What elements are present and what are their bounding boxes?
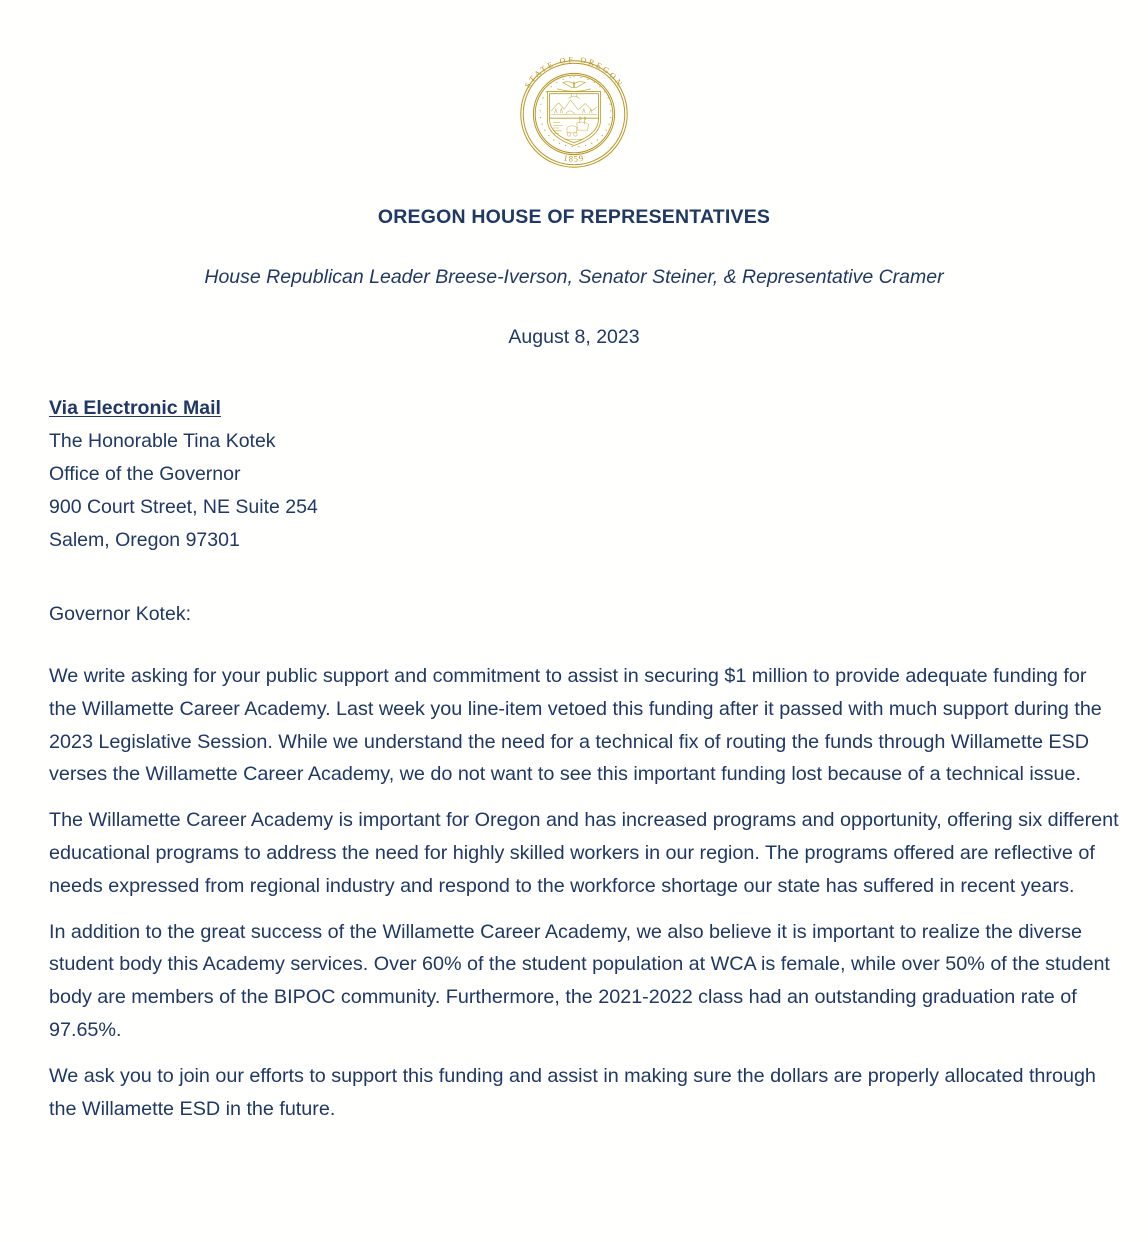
page-title: OREGON HOUSE OF REPRESENTATIVES	[377, 206, 771, 228]
body-paragraph: In addition to the great success of the Willamette Career Academy, we also believe it is important to realize the diverse student body this Academy services. Over 60% of the student population at WCA is female, while over 50% of the student body are members of the BIPOC community. Furthermore, the 2021-2022 class had an outstanding graduation rate of 97.65%.	[49, 920, 1110, 1041]
address-line: The Honorable Tina Kotek	[49, 430, 276, 452]
body-paragraph: We ask you to join our efforts to support this funding and assist in making sure the dollars are properly allocated through the Willamette ESD in the future.	[49, 1064, 1096, 1120]
address-line: Office of the Governor	[49, 463, 241, 485]
letter-date: August 8, 2023	[508, 325, 640, 348]
body-paragraph: We write asking for your public support and commitment to assist in securing $1 million to provide adequate funding for the Willamette Career Academy. Last week you line-item vetoed this funding after it passed with much support during the 2023 Legislative Session. While we understand the need for a technical fix of routing the funds through Willamette ESD verses the Willamette Career Academy, we do not want to see this important funding lost because of a technical issue.	[49, 665, 1102, 786]
delivery-method-line	[49, 392, 1119, 425]
letterhead-subtitle: House Republican Leader Breese-Iverson, Senator Steiner, & Representative Cramer	[204, 266, 944, 289]
svg-text:STATE OF OREGON: STATE OF OREGON	[522, 55, 626, 90]
recipient-address-block	[49, 392, 1119, 557]
letterhead	[0, 205, 1148, 350]
body-paragraphs	[49, 660, 1119, 1125]
via-electronic-mail-label: Via Electronic Mail	[49, 397, 221, 419]
salutation: Governor Kotek:	[49, 603, 191, 625]
svg-text:1859: 1859	[562, 153, 586, 164]
address-line: 900 Court Street, NE Suite 254	[49, 496, 318, 518]
letter-body	[49, 392, 1119, 1125]
seal-container	[0, 44, 1148, 184]
body-paragraph: The Willamette Career Academy is important for Oregon and has increased programs and opportunity, offering six different educational programs to address the need for highly skilled workers in our region. The programs offered are reflective of needs expressed from regional industry and respond to the workforce shortage our state has suffered in recent years.	[49, 809, 1119, 897]
state-of-oregon-seal-icon	[504, 44, 644, 184]
address-line: Salem, Oregon 97301	[49, 529, 240, 551]
